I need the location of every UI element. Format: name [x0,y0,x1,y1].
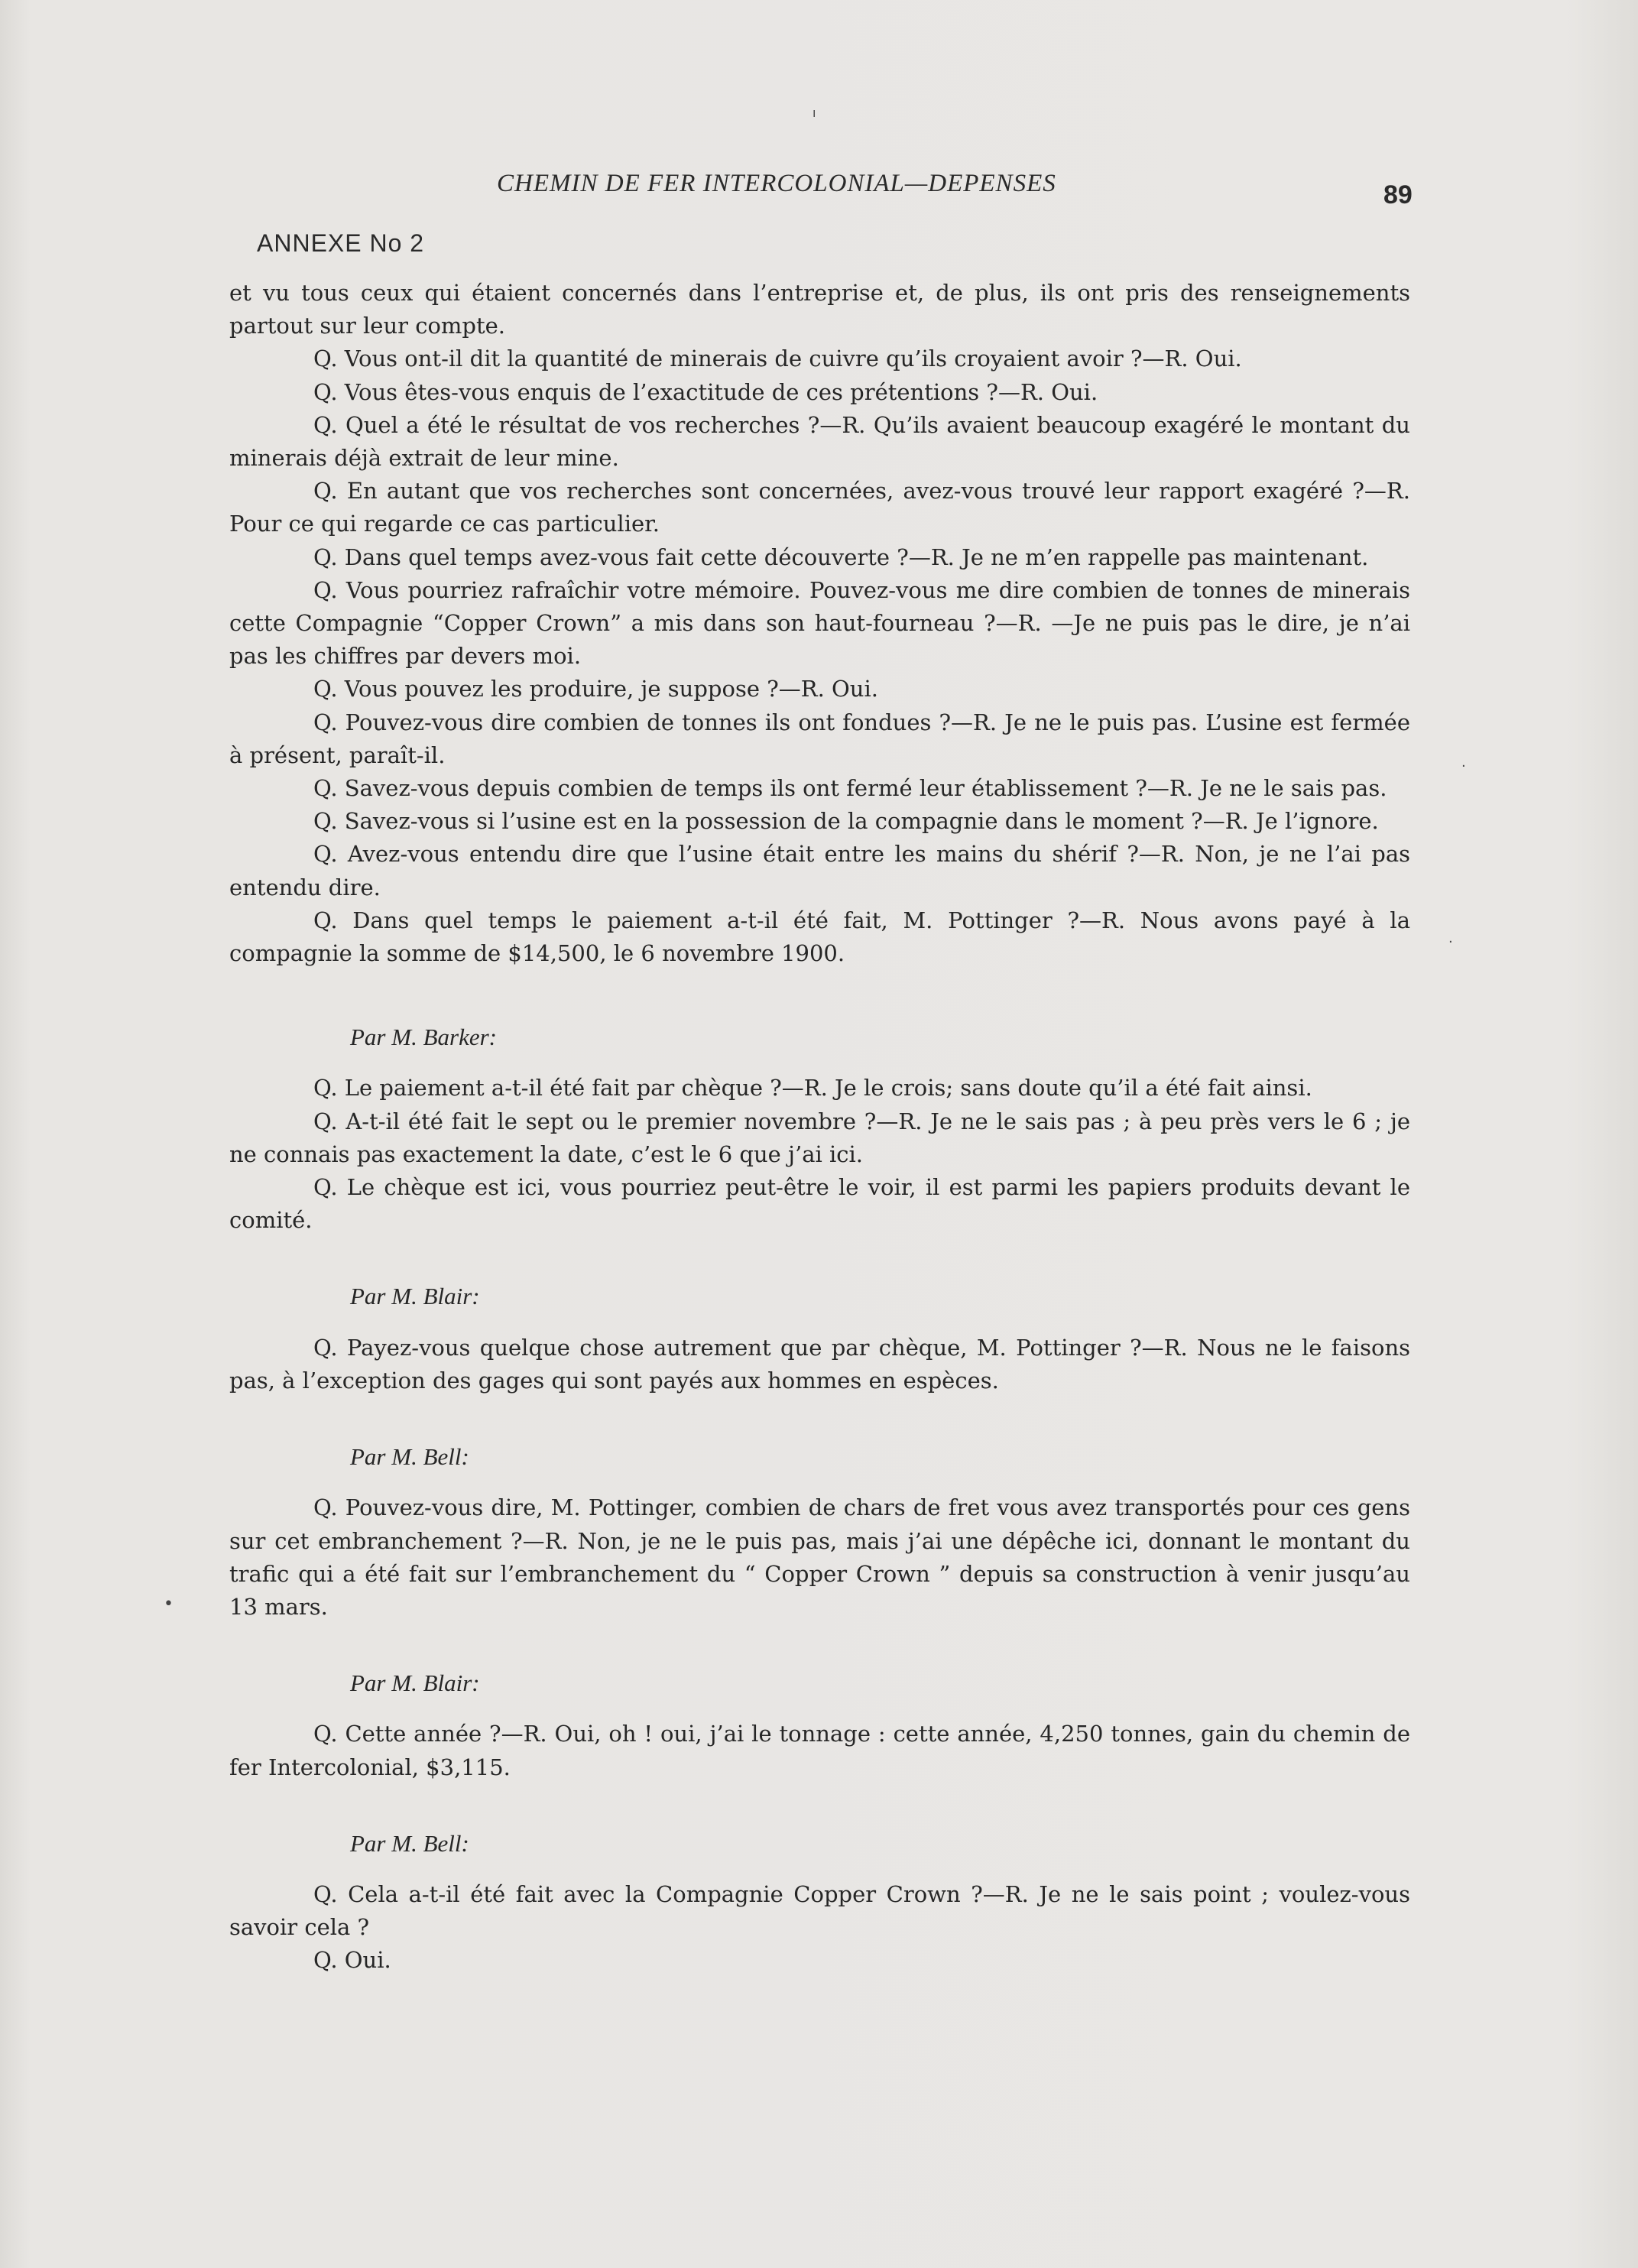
paragraph: et vu tous ceux qui étaient concernés dans l’entreprise et, de plus, ils ont pris des renseignements partout sur leur compte. [229,280,1410,339]
paragraph: Q. Oui. [313,1947,391,1974]
stray-mark: ı [813,105,816,120]
annex-label: ANNEXE No 2 [257,229,425,257]
paragraph: Q. Le chèque est ici, vous pourriez peut-être le voir, il est parmi les papiers produits devant le comité. [229,1174,1410,1234]
speaker-heading: Par M. Blair: [350,1669,480,1697]
speaker-heading: Par M. Bell: [350,1829,469,1857]
paragraph: Q. En autant que vos recherches sont concernées, avez-vous trouvé leur rapport exagéré ?—R. Pour ce qui regarde ce cas particulier. [229,478,1410,537]
paragraph: Q. Dans quel temps le paiement a-t-il été fait, M. Pottinger ?—R. Nous avons payé à la compagnie la somme de $14,500, le 6 novembre 1900. [229,907,1410,967]
stray-mark: • [164,1595,174,1614]
paragraph: Q. Vous pouvez les produire, je suppose ?—R. Oui. [313,676,878,702]
paragraph: Q. Le paiement a-t-il été fait par chèque ?—R. Je le crois; sans doute qu’il a été fait ainsi. [313,1075,1312,1102]
paragraph: Q. A-t-il été fait le sept ou le premier novembre ?—R. Je ne le sais pas ; à peu près vers le 6 ; je ne connais pas exactement la date, c’est le 6 que j’ai ici. [229,1108,1410,1167]
speaker-heading: Par M. Barker: [350,1024,497,1051]
paragraph: Q. Dans quel temps avez-vous fait cette découverte ?—R. Je ne m’en rappelle pas maintenant. [313,543,1369,570]
stray-mark: · [1461,758,1466,774]
paragraph: Q. Payez-vous quelque chose autrement que par chèque, M. Pottinger ?—R. Nous ne le faisons pas, à l’exception des gages qui sont payés aux hommes en espèces. [229,1334,1410,1394]
paragraph: Q. Pouvez-vous dire combien de tonnes ils ont fondues ?—R. Je ne le puis pas. L’usine est fermée à présent, paraît-il. [229,709,1410,768]
paragraph: Q. Pouvez-vous dire, M. Pottinger, combien de chars de fret vous avez transportés pour ces gens sur cet embranchement ?—R. Non, je ne le puis pas, mais j’ai une dépêche ici, donnant le montant du trafic qui a été fait sur l’embranchement du “ Copper Crown ” depuis sa construction à venir jusqu’au 13 mars. [229,1494,1410,1620]
body-text [229,277,1410,1978]
paragraph: Q. Cette année ?—R. Oui, oh ! oui, j’ai le tonnage : cette année, 4,250 tonnes, gain du chemin de fer Intercolonial, $3,115. [229,1721,1410,1780]
paragraph: Q. Savez-vous si l’usine est en la possession de la compagnie dans le moment ?—R. Je l’ignore. [313,808,1379,835]
paragraph: Q. Vous ont-il dit la quantité de minerais de cuivre qu’ils croyaient avoir ?—R. Oui. [313,346,1242,372]
paragraph: Q. Avez-vous entendu dire que l’usine était entre les mains du shérif ?—R. Non, je ne l’ai pas entendu dire. [229,841,1410,900]
speaker-heading: Par M. Bell: [350,1443,469,1471]
running-header-title: CHEMIN DE FER INTERCOLONIAL—DEPENSES [497,170,1056,197]
stray-mark: · [1448,934,1453,950]
page-number: 89 [1383,180,1413,209]
speaker-heading: Par M. Blair: [350,1283,480,1310]
paragraph: Q. Vous êtes-vous enquis de l’exactitude de ces prétentions ?—R. Oui. [313,378,1098,405]
paragraph: Q. Savez-vous depuis combien de temps ils ont fermé leur établissement ?—R. Je ne le sais pas. [313,775,1387,802]
paragraph: Q. Cela a-t-il été fait avec la Compagnie Copper Crown ?—R. Je ne le sais point ; voulez-vous savoir cela ? [229,1880,1410,1941]
paragraph: Q. Vous pourriez rafraîchir votre mémoire. Pouvez-vous me dire combien de tonnes de minerais cette Compagnie “Copper Crown” a mis dans son haut-fourneau ?—R. —Je ne puis pas le dire, je n’ai pas les chiffres par devers moi. [229,576,1410,670]
paragraph: Q. Quel a été le résultat de vos recherches ?—R. Qu’ils avaient beaucoup exagéré le montant du minerais déjà extrait de leur mine. [229,411,1410,472]
